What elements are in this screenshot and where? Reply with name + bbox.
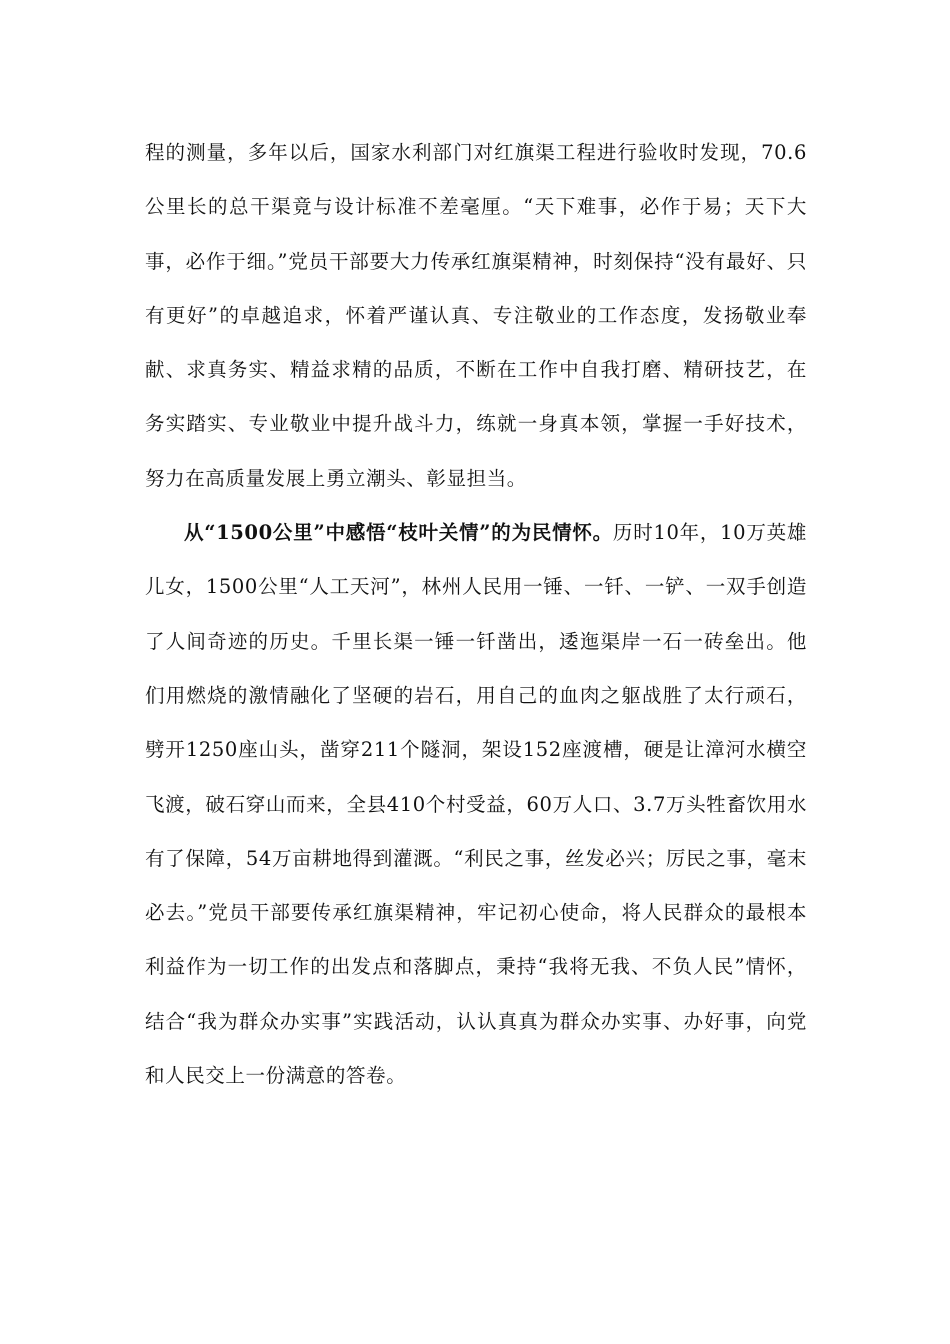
paragraph-body-text: 历时10年，10万英雄儿女，1500公里“人工天河”，林州人民用一锤、一钎、一铲、一双手创造了人间奇迹的历史。千里长渠一锤一钎凿出，逶迤渠岸一石一砖垒出。他们用燃烧的激情融化了坚硬的岩石，用自己的血肉之躯战胜了太行顽石，劈开1250座山头，凿穿211个隧洞，架设152座渡槽，硬是让漳河水横空飞渡，破石穿山而来，全县410个村受益，60万人口、3.7万头牲畜饮用水有了保障，54万亩耕地得到灌溉。“利民之事，丝发必兴；厉民之事，毫末必去。”党员干部要传承红旗渠精神，牢记初心使命，将人民群众的最根本利益作为一切工作的出发点和落脚点，秉持“我将无我、不负人民”情怀，结合“我为群众办实事”实践活动，认认真真为群众办实事、办好事，向党和人民交上一份满意的答卷。 bbox=[145, 521, 807, 1088]
paragraph-continued: 程的测量，多年以后，国家水利部门对红旗渠工程进行验收时发现，70.6公里长的总干渠竟与设计标准不差毫厘。“天下难事，必作于易；天下大事，必作于细。”党员干部要大力传承红旗渠精神，时刻保持“没有最好、只有更好”的卓越追求，怀着严谨认真、专注敬业的工作态度，发扬敬业奉献、求真务实、精益求精的品质，不断在工作中自我打磨、精研技艺，在务实踏实、专业敬业中提升战斗力，练就一身真本领，掌握一手好技术，努力在高质量发展上勇立潮头、彰显担当。 bbox=[145, 141, 807, 490]
document-body bbox=[145, 126, 807, 1103]
paragraph-lead-heading: 从“1500公里”中感悟“枝叶关情”的为民情怀。 bbox=[184, 521, 613, 545]
paragraph-people-sentiment bbox=[145, 506, 807, 1103]
